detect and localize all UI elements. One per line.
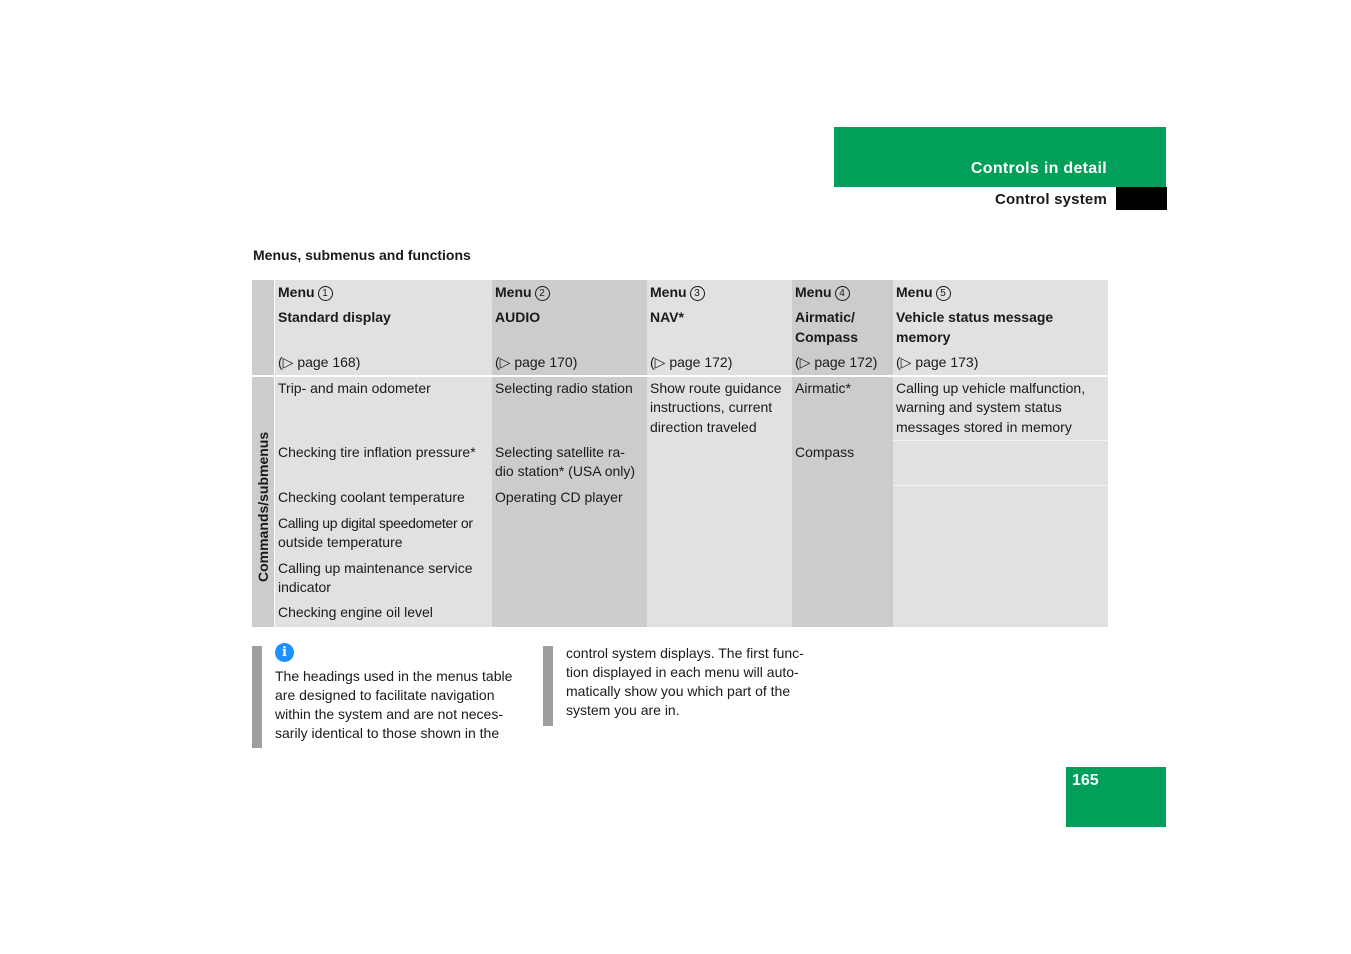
menu-2-name: AUDIO (495, 309, 541, 325)
info-icon: i (275, 643, 294, 662)
list-item: messages stored in memory (896, 419, 1072, 435)
list-item: Checking coolant temperature (278, 489, 465, 505)
list-item: Airmatic* (795, 380, 852, 396)
menu-4-name-line2: Compass (795, 329, 859, 345)
header-divider (252, 375, 1108, 377)
list-item: Show route guidance (650, 380, 782, 396)
menu-1-heading: Menu 1 (278, 283, 333, 303)
list-item: Checking tire inflation pressure* (278, 444, 476, 460)
list-item: Compass (795, 444, 855, 460)
side-column (252, 280, 274, 627)
list-item: indicator (278, 579, 331, 595)
header-band (834, 127, 1166, 187)
section-subtitle: Control system (995, 191, 1107, 208)
list-item: Calling up maintenance service (278, 560, 473, 576)
menu-5-heading: Menu 5 (896, 283, 951, 303)
column-menu-3 (647, 280, 792, 627)
menu-2-heading: Menu 2 (495, 283, 550, 303)
menu-4-page-ref: (▷ page 172) (795, 354, 878, 370)
list-item: warning and system status (896, 399, 1062, 415)
side-label: Commands/submenus (255, 431, 271, 582)
list-item: outside temperature (278, 534, 403, 550)
header-tab-marker (1116, 187, 1167, 210)
menu-5-name-line1: Vehicle status message (896, 309, 1054, 325)
note-bar-left (252, 646, 262, 748)
number-badge: 1 (318, 286, 333, 301)
list-item: Selecting radio station (495, 380, 633, 396)
note-left: The headings used in the menus table are designed to facilitate navigation within the system and are not neces- sarily identical to those shown in the (275, 668, 513, 741)
list-item: Calling up digital speedometer or (278, 515, 473, 531)
menu-3-page-ref: (▷ page 172) (650, 354, 733, 370)
number-badge: 3 (690, 286, 705, 301)
table-heading: Menus, submenus and functions (253, 247, 471, 263)
list-item: dio station* (USA only) (495, 463, 636, 479)
menu-4-heading: Menu 4 (795, 283, 850, 303)
number-badge: 4 (835, 286, 850, 301)
list-item: instructions, current (650, 399, 773, 415)
list-item: Checking engine oil level (278, 604, 433, 620)
list-item: Calling up vehicle malfunction, (896, 380, 1086, 396)
menu-4-name-line1: Airmatic/ (795, 309, 855, 325)
menu-5-name-line2: memory (896, 329, 951, 345)
menu-1-name: Standard display (278, 309, 391, 325)
note-right: control system displays. The first func- tion displayed in each menu will auto- matically show you which part of the system you are in. (566, 645, 804, 718)
menu-2-page-ref: (▷ page 170) (495, 354, 578, 370)
column-menu-4 (792, 280, 893, 627)
note-bar-right (543, 646, 553, 726)
number-badge: 5 (936, 286, 951, 301)
menu-3-name: NAV* (650, 309, 684, 325)
list-item: direction traveled (650, 419, 757, 435)
list-item: Selecting satellite ra- (495, 444, 625, 460)
menu-1-page-ref: (▷ page 168) (278, 354, 361, 370)
list-item: Operating CD player (495, 489, 623, 505)
menus-table (252, 280, 1108, 627)
column-menu-2 (492, 280, 647, 627)
number-badge: 2 (535, 286, 550, 301)
column-menu-5 (893, 280, 1108, 627)
menu-5-page-ref: (▷ page 173) (896, 354, 979, 370)
menu-3-heading: Menu 3 (650, 283, 705, 303)
column-menu-1 (275, 280, 492, 627)
row-divider (893, 485, 1108, 486)
page-number: 165 (1072, 772, 1099, 789)
row-divider (893, 440, 1108, 441)
list-item: Trip- and main odometer (278, 380, 431, 396)
chapter-title: Controls in detail (970, 160, 1107, 177)
